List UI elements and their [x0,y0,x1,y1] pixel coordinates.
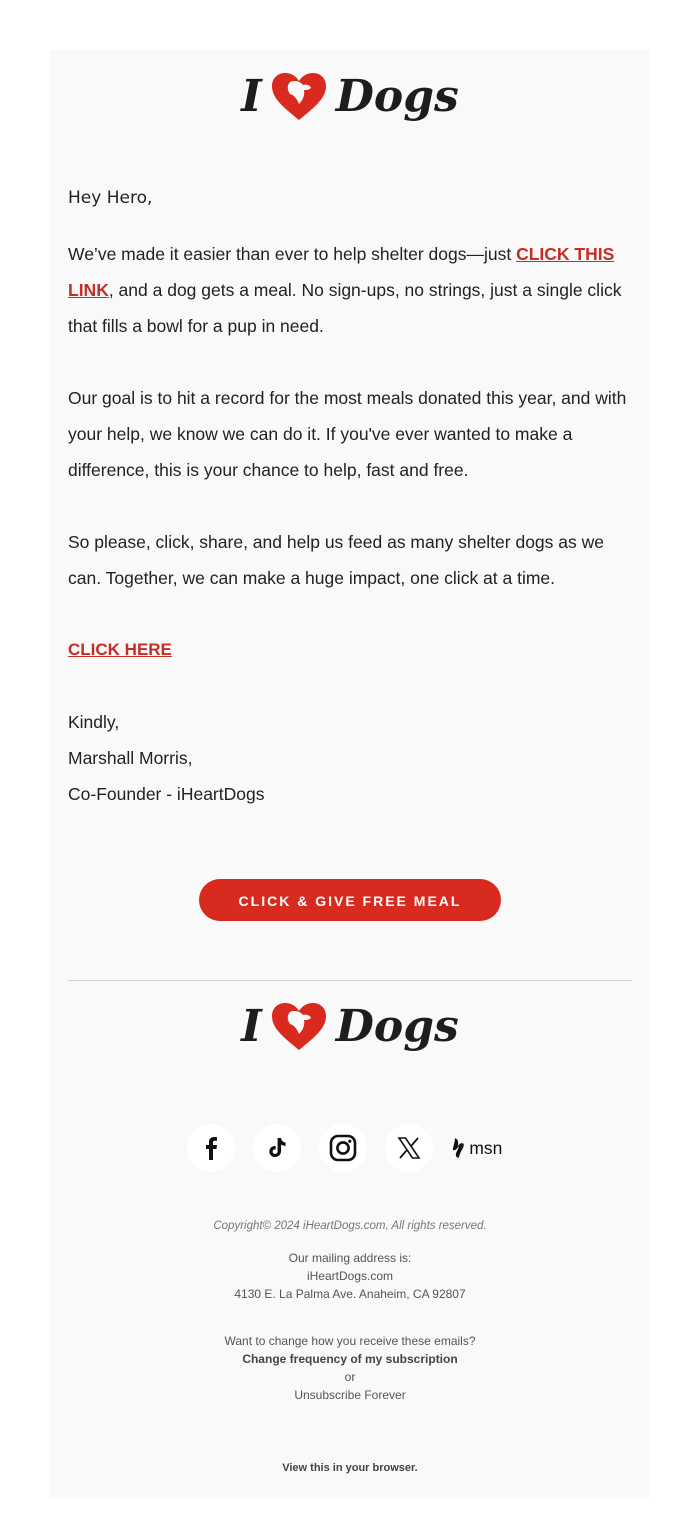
mailing-label: Our mailing address is: [288,1251,412,1265]
logo-letter: I [241,1001,262,1052]
facebook-icon[interactable] [187,1124,235,1172]
logo-letter: I [241,71,262,122]
divider [68,980,632,981]
view-in-browser-link[interactable]: View this in your browser. [282,1462,418,1474]
signature [68,704,634,812]
mailing-company: iHeartDogs.com [306,1269,394,1283]
paragraph-1-text-b: , and a dog gets a meal. No sign-ups, no strings, just a single click that fills a bowl for a pup in need. [68,280,622,336]
subscription-options [50,1332,650,1404]
unsubscribe-link[interactable]: Unsubscribe Forever [294,1388,406,1402]
msn-icon[interactable] [451,1124,513,1172]
tiktok-icon[interactable] [253,1124,301,1172]
instagram-icon[interactable] [319,1124,367,1172]
heart-dog-icon [270,72,328,122]
msn-label: msn [469,1137,503,1158]
greeting: Hey Hero, [68,188,153,208]
paragraph-1-text-a: We’ve made it easier than ever to help shelter dogs—just [68,244,517,264]
sender-title: Co-Founder - iHeartDogs [68,784,265,804]
logo-word: Dogs [335,1001,459,1052]
mailing-street: 4130 E. La Palma Ave. Anaheim, CA 92807 [234,1287,466,1301]
heart-dog-icon [270,1002,328,1052]
sign-off: Kindly, [68,712,120,732]
give-free-meal-button[interactable]: CLICK & GIVE FREE MEAL [199,879,501,921]
email-body [68,182,634,812]
mailing-address [50,1249,650,1303]
cta-container [50,879,650,921]
click-this-link[interactable]: CLICK THIS LINK [68,244,615,300]
or-text: or [344,1370,356,1384]
paragraph-2: Our goal is to hit a record for the most meals donated this year, and with your help, we know we can do it. If you've ever wanted to make a difference, this is your chance to help, fast and free. [68,388,627,480]
paragraph-1 [68,236,634,344]
logo-header[interactable] [50,72,650,122]
change-question: Want to change how you receive these emails? [224,1334,476,1348]
logo-footer[interactable] [50,1002,650,1052]
social-links [50,1124,650,1172]
x-icon[interactable] [385,1124,433,1172]
logo-word: Dogs [335,71,459,122]
sender-name: Marshall Morris, [68,748,193,768]
paragraph-3: So please, click, share, and help us feed as many shelter dogs as we can. Together, we can make a huge impact, one click at a time. [68,532,604,588]
click-here-link[interactable]: CLICK HERE [68,640,172,659]
email-card [50,50,650,1498]
change-frequency-link[interactable]: Change frequency of my subscription [242,1352,458,1366]
copyright: Copyright© 2024 iHeartDogs.com, All rights reserved. [213,1220,487,1232]
